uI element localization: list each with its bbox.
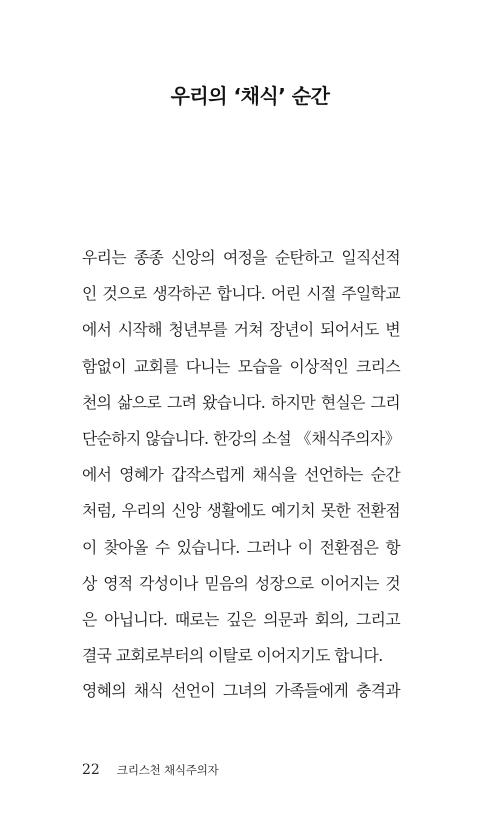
body-paragraph: [82, 240, 400, 674]
text-line: 에서 시작해 청년부를 거쳐 장년이 되어서도 변: [82, 320, 400, 340]
running-head: 크리스천 채식주의자: [116, 763, 219, 777]
page-number: 22: [82, 762, 100, 778]
text-line: 이 찾아올 수 있습니다. 그러나 이 전환점은 항: [82, 537, 400, 557]
chapter-title: 우리의 ‘채식’ 순간: [170, 84, 330, 108]
page-footer: [82, 759, 219, 778]
text-line: 은 아닙니다. 때로는 깊은 의문과 회의, 그리고: [82, 609, 400, 629]
text-line: 우리는 종종 신앙의 여정을 순탄하고 일직선적: [82, 248, 400, 267]
body-paragraph: [82, 673, 400, 709]
text-line: 결국 교회로부터의 이탈로 이어지기도 합니다.: [82, 646, 383, 666]
text-line: 처럼, 우리의 신앙 생활에도 예기치 못한 전환점: [82, 501, 400, 521]
text-line: 단순하지 않습니다. 한강의 소설 《채식주의자》: [82, 428, 400, 448]
text-line: 함없이 교회를 다니는 모습을 이상적인 크리스: [82, 356, 400, 376]
text-line: 인 것으로 생각하곤 합니다. 어린 시절 주일학교: [82, 284, 400, 304]
text-line: 천의 삶으로 그려 왔습니다. 하지만 현실은 그리: [82, 392, 400, 412]
text-line: 영혜의 채식 선언이 그녀의 가족들에게 충격과: [82, 681, 400, 700]
text-line: 에서 영혜가 갑작스럽게 채식을 선언하는 순간: [82, 465, 400, 485]
text-line: 상 영적 각성이나 믿음의 성장으로 이어지는 것: [82, 573, 400, 593]
